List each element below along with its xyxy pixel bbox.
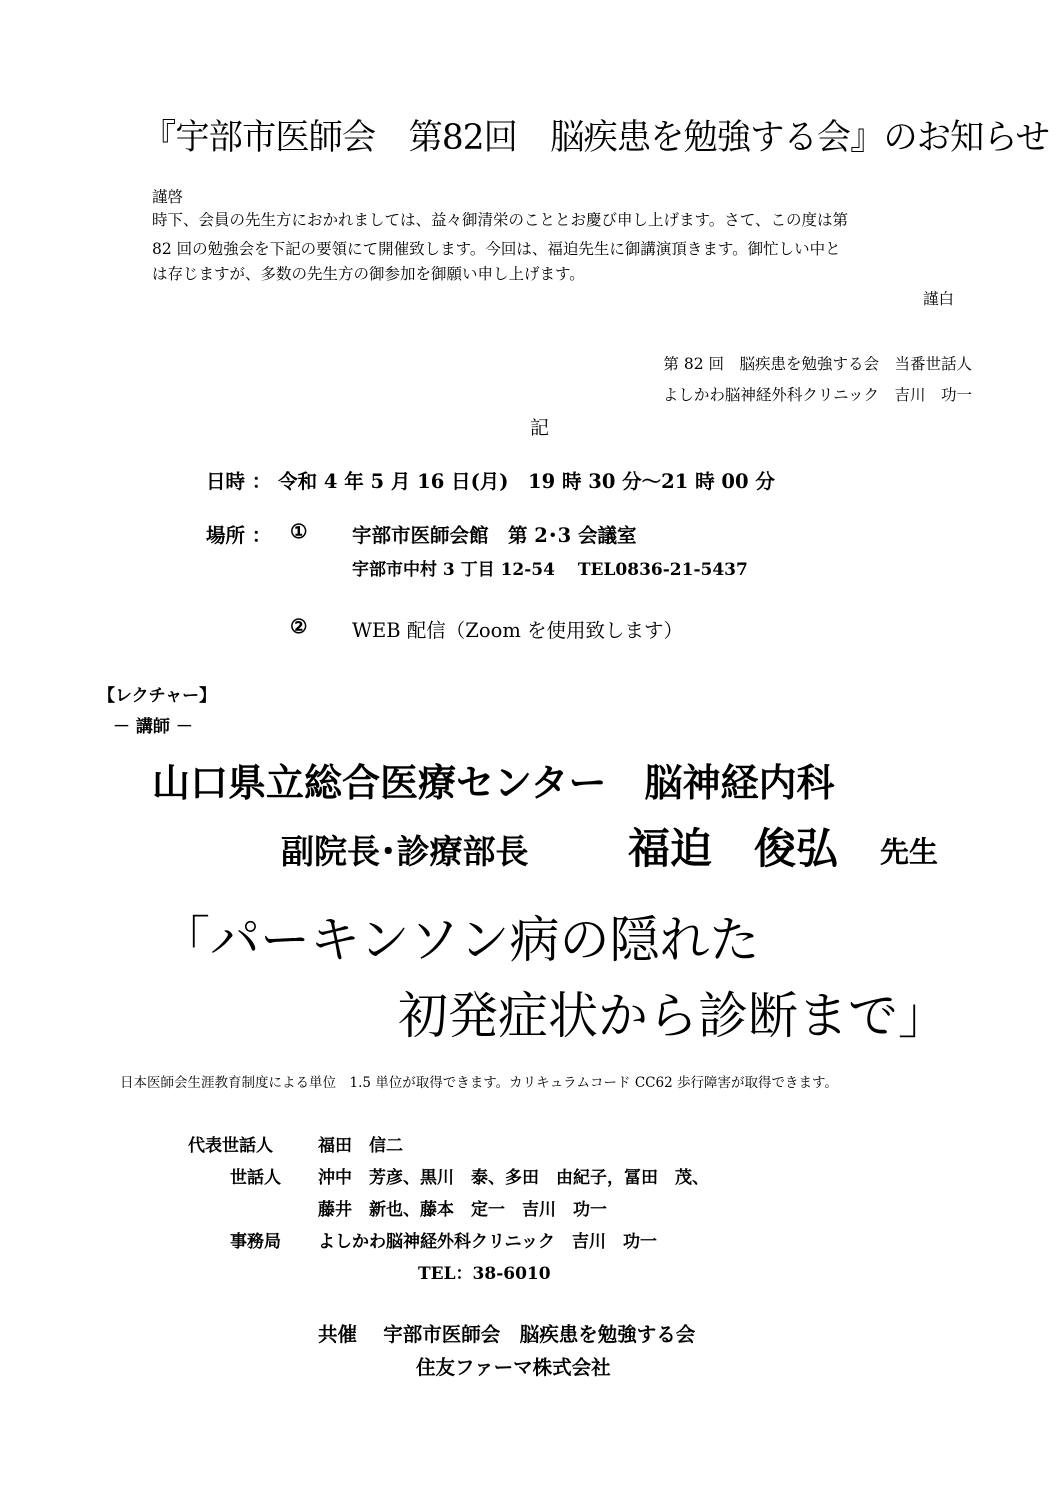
cohost-line: 共催 宇部市医師会 脳疾患を勉強する会 [318, 1323, 696, 1346]
credit-note: 日本医師会生涯教育制度による単位 1.5 単位が取得できます。カリキュラムコード CC62 歩行障害が取得できます。 [120, 1075, 838, 1091]
office-tel: TEL：38-6010 [418, 1264, 551, 1284]
speaker-honorific: 先生 [880, 835, 939, 869]
rep-label: 代表世話人 [188, 1136, 273, 1156]
lecturer-label: － 講師 － [113, 717, 193, 737]
venue2-name: WEB 配信（Zoom を使用致します） [352, 619, 684, 642]
page-title: 『宇部市医師会 第82回 脳疾患を勉強する会』のお知らせ [142, 118, 1049, 158]
greeting-opening: 謹啓 [152, 188, 184, 206]
office-label: 事務局 [230, 1232, 281, 1252]
venue2-marker: ② [290, 615, 308, 638]
helper-label: 世話人 [230, 1168, 281, 1188]
helper-names: 沖中 芳彦、黒川 泰、多田 由紀子，冨田 茂、 [318, 1168, 709, 1188]
speaker-name: 福迫 俊弘 [628, 824, 839, 873]
cohost-line: 住友ファーマ株式会社 [416, 1356, 611, 1379]
greeting-closing: 謹白 [922, 290, 954, 308]
greeting-line: は存じますが、多数の先生方の御参加を御願い申し上げます。 [152, 265, 585, 283]
lecture-topic-line2: 初発症状から診断まで」 [398, 987, 948, 1045]
event-datetime: 日時 ： 令和 4 年 5 月 16 日(月) 19 時 30 分～21 時 00 分 [206, 470, 775, 493]
venue1-name: 宇部市医師会館 第 2･3 会議室 [352, 524, 637, 547]
venue1-marker: ① [290, 520, 308, 543]
greeting-line: 時下、会員の先生方におかれましては、益々御清栄のこととお慶び申し上げます。さて、この度は第 [152, 211, 848, 229]
lecturer-position: 副院長･診療部長 [281, 832, 529, 871]
ki-heading: 記 [530, 417, 550, 439]
organizer-line: 第 82 回 脳疾患を勉強する会 当番世話人 [663, 355, 972, 373]
venue-label: 場所 ： [206, 524, 272, 547]
helper-names: 藤井 新也、藤本 定一 吉川 功一 [318, 1200, 607, 1220]
lecturer-hospital: 山口県立総合医療センター 脳神経内科 [152, 761, 835, 805]
organizer-person: よしかわ脳神経外科クリニック 吉川 功一 [662, 386, 972, 404]
venue1-address: 宇部市中村 3 丁目 12-54 TEL0836-21-5437 [352, 560, 748, 580]
office-name: よしかわ脳神経外科クリニック 吉川 功一 [318, 1232, 657, 1252]
rep-name: 福田 信二 [318, 1136, 403, 1156]
lecture-label: 【レクチャー】 [98, 686, 217, 706]
lecture-topic-line1: 「パーキンソン病の隠れた [160, 911, 760, 969]
greeting-line: 82 回の勉強会を下記の要領にて開催致します。今回は、福迫先生に御講演頂きます。御忙しい中と [152, 240, 841, 258]
